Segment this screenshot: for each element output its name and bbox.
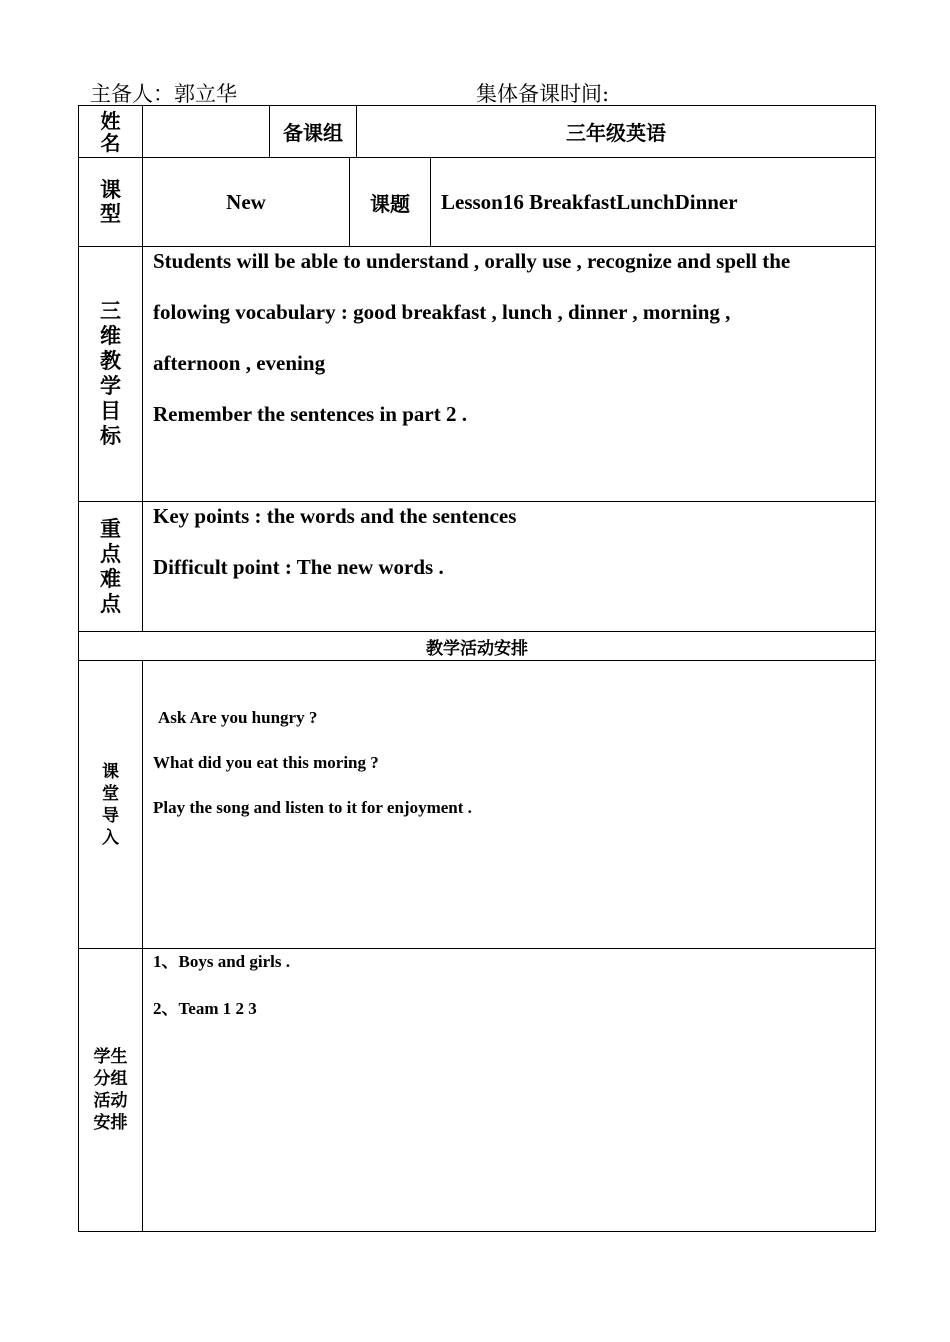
preparer-label: 主备人：郭立华 [90, 82, 237, 106]
topic-label-cell [349, 157, 431, 247]
objectives-label: 三维教学目标 [100, 299, 121, 448]
type-value: New [226, 189, 266, 214]
keypoints-content-cell [142, 501, 876, 632]
prep-time-label: 集体备课时间: [476, 82, 610, 106]
type-label: 课型 [100, 178, 121, 226]
topic-value-cell [430, 157, 876, 247]
grouping-label: 学生分组活动安排 [93, 1047, 128, 1133]
intro-content-cell [142, 660, 876, 949]
grouping-content-cell [142, 948, 876, 1232]
name-label-cell [78, 105, 143, 158]
activities-header: 教学活动安排 [426, 638, 528, 659]
objectives-line-4: Remember the sentences in part 2 . [153, 402, 467, 426]
name-label: 姓名 [100, 108, 121, 155]
intro-line-3: Play the song and listen to it for enjoyment . [153, 798, 472, 817]
group-label-cell [269, 105, 357, 158]
objectives-label-cell [78, 246, 143, 502]
objectives-content-cell [142, 246, 876, 502]
intro-label-cell [78, 660, 143, 949]
objectives-line-1: Students will be able to understand , orally use , recognize and spell the [153, 249, 791, 273]
keypoints-label: 重点难点 [100, 516, 121, 616]
grouping-line-1: 1、Boys and girls . [153, 952, 290, 971]
group-value-cell [356, 105, 876, 158]
intro-line-1: Ask Are you hungry ? [158, 708, 318, 727]
grouping-label-cell [78, 948, 143, 1232]
grouping-line-2: 2、Team 1 2 3 [153, 999, 257, 1018]
name-value-cell [142, 105, 270, 158]
activities-header-cell [78, 631, 876, 661]
lesson-plan-table [78, 105, 876, 1232]
group-label: 备课组 [283, 121, 343, 145]
topic-value: Lesson16 BreakfastLunchDinner [441, 189, 738, 214]
group-value: 三年级英语 [566, 121, 666, 145]
objectives-line-3: afternoon , evening [153, 351, 326, 375]
intro-label: 课堂导入 [102, 761, 119, 848]
keypoints-label-cell [78, 501, 143, 632]
intro-line-2: What did you eat this moring ? [153, 753, 379, 772]
difficult-point-text: Difficult point : The new words . [153, 555, 444, 579]
key-points-text: Key points : the words and the sentences [153, 504, 517, 528]
type-label-cell [78, 157, 143, 247]
objectives-line-2: folowing vocabulary : good breakfast , lunch , dinner , morning , [153, 300, 731, 324]
type-value-cell [142, 157, 350, 247]
topic-label: 课题 [370, 191, 410, 216]
